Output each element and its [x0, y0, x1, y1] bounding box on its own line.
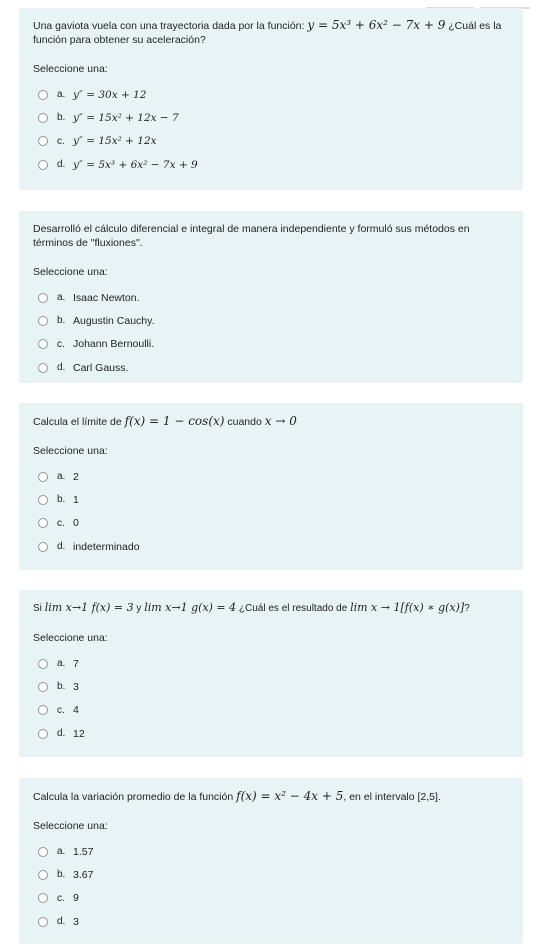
option-d[interactable]	[33, 535, 509, 558]
option-text: 1.57	[73, 845, 94, 858]
option-letter: a.	[57, 89, 66, 101]
radio-button[interactable]	[38, 113, 48, 123]
question-card-3	[19, 403, 523, 570]
select-label: Seleccione una:	[33, 266, 108, 278]
radio-button[interactable]	[38, 917, 48, 927]
radio-button[interactable]	[38, 160, 48, 170]
question-formula: x → 0	[264, 414, 297, 428]
option-d[interactable]	[33, 910, 509, 933]
option-text: 12	[73, 727, 85, 740]
option-b[interactable]	[33, 863, 509, 886]
question-formula: f(x) = 1 − cos(x)	[124, 414, 225, 428]
option-text: indeterminado	[73, 540, 140, 553]
question-text	[33, 8, 509, 47]
option-c[interactable]	[33, 333, 509, 356]
question-formula: y = 5x³ + 6x² − 7x + 9	[307, 18, 446, 32]
option-text: 0	[73, 517, 79, 530]
radio-button[interactable]	[38, 293, 48, 303]
question-card-2	[19, 211, 523, 383]
question-text	[33, 211, 509, 250]
option-d[interactable]	[33, 722, 509, 745]
option-b[interactable]	[33, 675, 509, 698]
option-letter: b.	[57, 869, 66, 881]
radio-button[interactable]	[38, 542, 48, 552]
radio-button[interactable]	[38, 316, 48, 326]
option-letter: b.	[57, 681, 66, 693]
question-text-part: función para obtener su aceleración?	[33, 34, 206, 46]
option-text: Augustin Cauchy.	[73, 314, 155, 327]
question-formula: lim x→1 g(x) = 4	[144, 601, 237, 614]
option-b[interactable]	[33, 106, 509, 129]
radio-button[interactable]	[38, 847, 48, 857]
option-letter: c.	[57, 338, 65, 350]
radio-button[interactable]	[38, 518, 48, 528]
question-text-part: términos de "fluxiones".	[33, 237, 143, 249]
question-card-4	[19, 590, 523, 757]
question-card-1	[19, 8, 523, 190]
question-text-part: cuando	[227, 416, 262, 428]
select-label: Seleccione una:	[33, 820, 108, 832]
question-text	[33, 403, 509, 429]
option-letter: a.	[57, 658, 66, 670]
question-formula: lim x → 1[f(x) ∗ g(x)]	[350, 601, 465, 614]
option-a[interactable]	[33, 83, 509, 106]
radio-button[interactable]	[38, 705, 48, 715]
option-letter: b.	[57, 112, 66, 124]
option-c[interactable]	[33, 512, 509, 535]
question-text-part: Calcula el límite de	[33, 416, 122, 428]
question-text-part: Una gaviota vuela con una trayectoria dada por la función:	[33, 20, 305, 32]
radio-button[interactable]	[38, 893, 48, 903]
radio-button[interactable]	[38, 659, 48, 669]
question-text-part: ¿Cuál es la	[448, 20, 502, 32]
select-label: Seleccione una:	[33, 632, 108, 644]
question-text-part: Calcula la variación promedio de la función	[33, 791, 234, 803]
option-text: y″ = 15x² + 12x − 7	[73, 111, 179, 124]
option-letter: d.	[57, 362, 66, 374]
option-text: 1	[73, 493, 79, 506]
question-text-part: Desarrolló el cálculo diferencial e integral de manera independiente y formuló sus métodos en	[33, 223, 470, 235]
radio-button[interactable]	[38, 495, 48, 505]
option-text: 3	[73, 915, 79, 928]
option-text: y″ = 5x³ + 6x² − 7x + 9	[73, 158, 198, 171]
option-text: 2	[73, 470, 79, 483]
radio-button[interactable]	[38, 339, 48, 349]
question-text-part: , en el intervalo [2,5].	[343, 791, 441, 803]
option-letter: b.	[57, 494, 66, 506]
question-formula: f(x) = x² − 4x + 5	[236, 789, 344, 803]
option-letter: c.	[57, 892, 65, 904]
option-c[interactable]	[33, 699, 509, 722]
option-letter: c.	[57, 135, 65, 147]
option-b[interactable]	[33, 309, 509, 332]
option-letter: c.	[57, 517, 65, 529]
question-text-part: y	[136, 603, 142, 614]
top-divider	[420, 0, 530, 3]
radio-button[interactable]	[38, 136, 48, 146]
question-text-part: ?	[464, 603, 470, 614]
option-c[interactable]	[33, 130, 509, 153]
option-letter: d.	[57, 541, 66, 553]
option-letter: d.	[57, 159, 66, 171]
option-letter: c.	[57, 704, 65, 716]
option-text: y″ = 30x + 12	[73, 88, 147, 101]
option-b[interactable]	[33, 488, 509, 511]
option-text: y″ = 15x² + 12x	[73, 135, 157, 148]
option-text: Johann Bernoulli.	[73, 338, 155, 351]
option-letter: a.	[57, 292, 66, 304]
option-text: 9	[73, 892, 79, 905]
radio-button[interactable]	[38, 729, 48, 739]
question-card-5	[19, 778, 523, 944]
option-letter: b.	[57, 315, 66, 327]
question-formula: lim x→1 f(x) = 3	[44, 601, 134, 614]
option-letter: a.	[57, 846, 66, 858]
option-text: Isaac Newton.	[73, 291, 140, 304]
question-text	[33, 778, 509, 804]
option-text: 3.67	[73, 868, 94, 881]
option-d[interactable]	[33, 153, 509, 176]
option-a[interactable]	[33, 652, 509, 675]
option-letter: a.	[57, 471, 66, 483]
question-text	[33, 590, 509, 616]
option-a[interactable]	[33, 465, 509, 488]
radio-button[interactable]	[38, 682, 48, 692]
option-letter: d.	[57, 916, 66, 928]
radio-button[interactable]	[38, 472, 48, 482]
option-text: 3	[73, 680, 79, 693]
question-text-part: ¿Cuál es el resultado de	[238, 603, 348, 614]
select-label: Seleccione una:	[33, 445, 108, 457]
option-a[interactable]	[33, 286, 509, 309]
select-label: Seleccione una:	[33, 63, 108, 75]
option-letter: d.	[57, 728, 66, 740]
radio-button[interactable]	[38, 90, 48, 100]
radio-button[interactable]	[38, 870, 48, 880]
question-text-part: Si	[33, 603, 42, 614]
option-text: Carl Gauss.	[73, 361, 129, 374]
option-text: 7	[73, 657, 79, 670]
radio-button[interactable]	[38, 363, 48, 373]
option-d[interactable]	[33, 356, 509, 379]
option-a[interactable]	[33, 840, 509, 863]
option-c[interactable]	[33, 887, 509, 910]
option-text: 4	[73, 704, 79, 717]
